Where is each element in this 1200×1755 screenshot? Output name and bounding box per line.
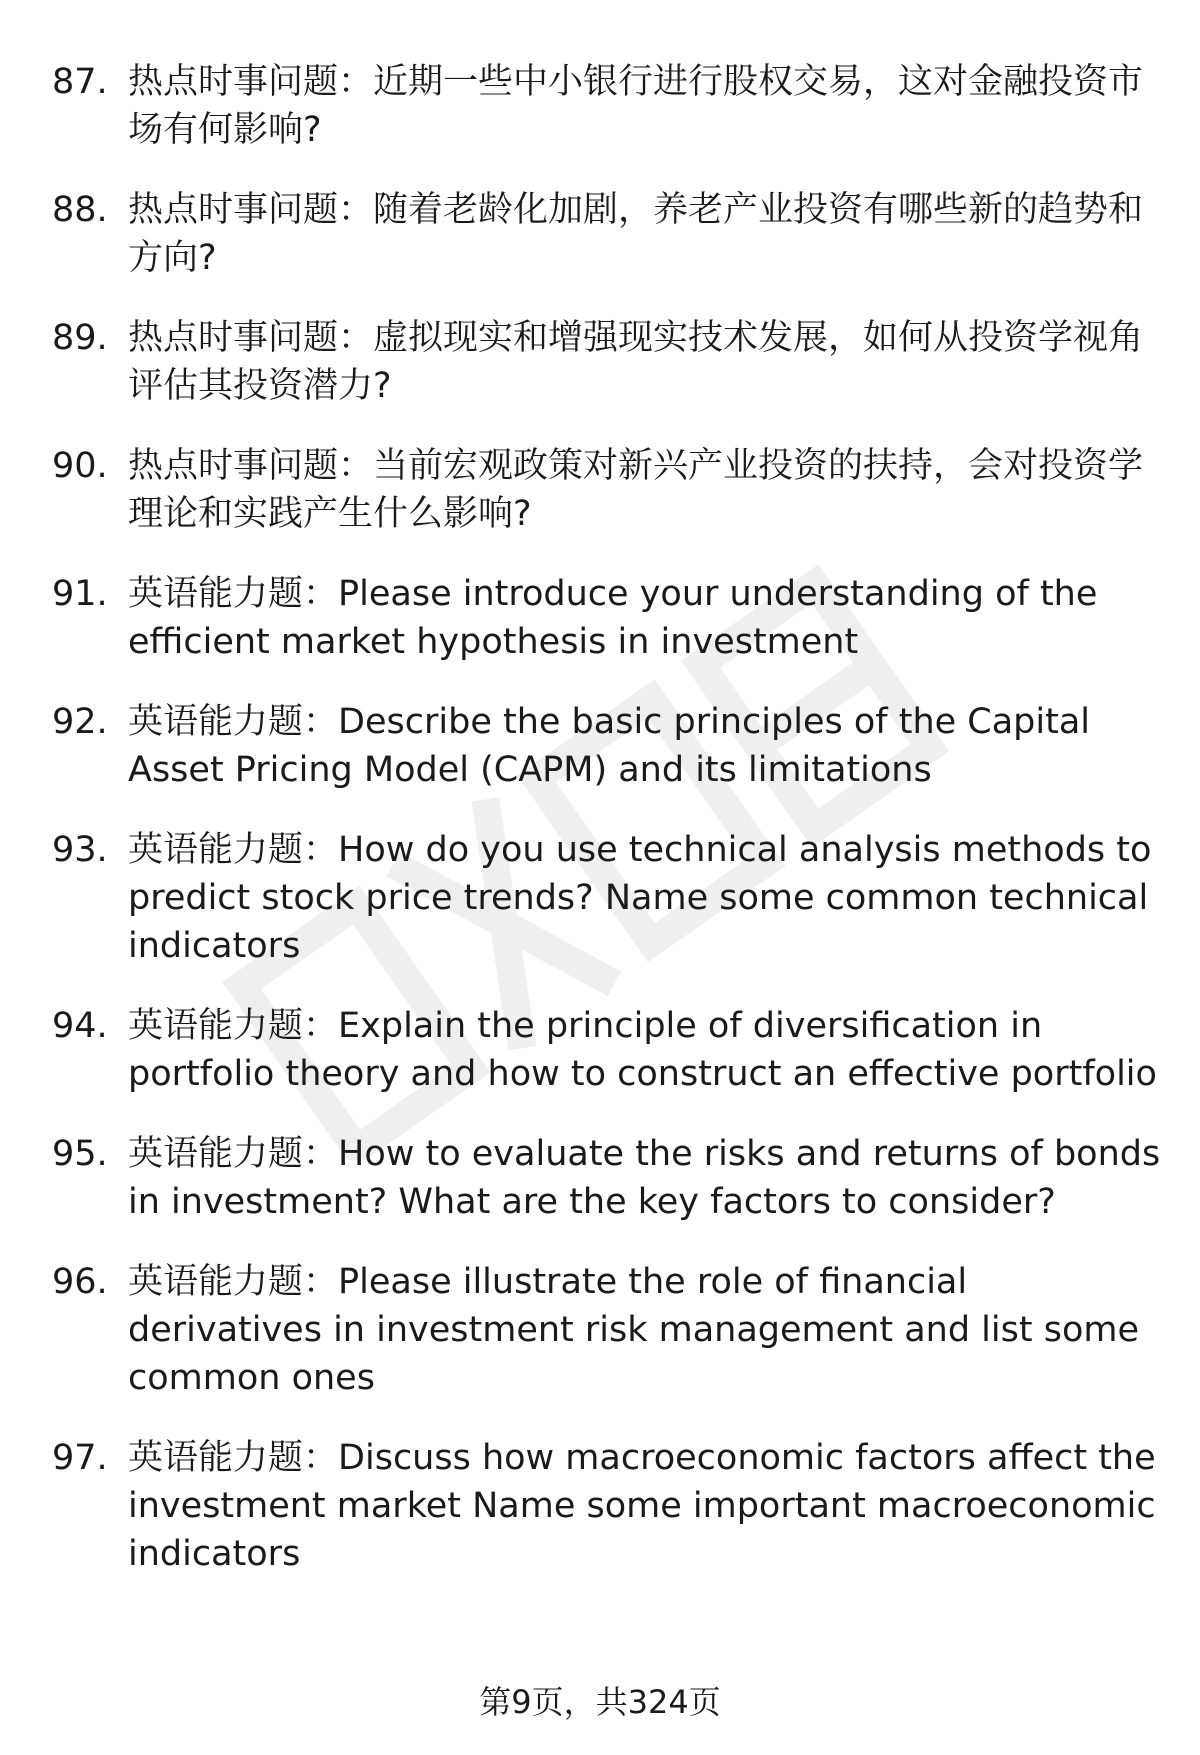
page-footer [0,1680,1200,1724]
question-category: 英语能力题 [128,1438,304,1478]
question-separator: ： [303,574,339,614]
question-number: 93. [52,830,108,870]
question-category: 热点时事问题 [128,446,339,486]
question-number: 87. [52,62,108,102]
question-item [52,1002,1162,1098]
question-category: 英语能力题 [128,1134,304,1174]
question-item [52,442,1162,538]
question-text: 随着老龄化加剧，养老产业投资有哪些新的趋势和方向? [128,190,1144,278]
question-separator: ： [303,1438,339,1478]
question-number: 89. [52,318,108,358]
question-text: 当前宏观政策对新兴产业投资的扶持，会对投资学理论和实践产生什么影响? [128,446,1144,534]
question-number: 96. [52,1262,108,1302]
question-item [52,58,1162,154]
question-body [128,1434,1162,1578]
page-number-label: 第9页，共324页 [479,1683,721,1721]
question-number: 92. [52,702,108,742]
question-text: Please introduce your understanding of the efficient market hypothesis in investment [128,574,1098,662]
question-category: 热点时事问题 [128,318,339,358]
question-separator: ： [303,830,339,870]
question-body [128,1130,1162,1226]
question-category: 英语能力题 [128,702,304,742]
question-item [52,826,1162,970]
question-separator: ： [303,1134,339,1174]
question-text: 虚拟现实和增强现实技术发展，如何从投资学视角评估其投资潜力? [128,318,1144,406]
question-text: Discuss how macroeconomic factors affect the investment market Name some important macroeconomic indicators [128,1438,1156,1574]
question-body [128,186,1162,282]
question-category: 热点时事问题 [128,62,339,102]
question-number: 94. [52,1006,108,1046]
question-category: 英语能力题 [128,830,304,870]
question-body [128,826,1162,970]
question-body [128,698,1162,794]
question-category: 热点时事问题 [128,190,339,230]
question-category: 英语能力题 [128,1262,304,1302]
question-separator: ： [338,318,374,358]
question-text: How to evaluate the risks and returns of bonds in investment? What are the key factors to consider? [128,1134,1161,1222]
question-item [52,314,1162,410]
question-text: Explain the principle of diversification in portfolio theory and how to construct an effective portfolio [128,1006,1157,1094]
question-body [128,314,1162,410]
question-list [52,58,1162,1610]
question-number: 97. [52,1438,108,1478]
question-body [128,58,1162,154]
question-number: 91. [52,574,108,614]
question-item [52,570,1162,666]
question-text: Please illustrate the role of financial derivatives in investment risk management and list some common ones [128,1262,1139,1398]
question-separator: ： [338,446,374,486]
question-body [128,442,1162,538]
question-separator: ： [303,702,339,742]
question-separator: ： [338,190,374,230]
question-body [128,1258,1162,1402]
question-category: 英语能力题 [128,574,304,614]
question-number: 88. [52,190,108,230]
question-separator: ： [303,1006,339,1046]
question-number: 90. [52,446,108,486]
question-text: Describe the basic principles of the Capital Asset Pricing Model (CAPM) and its limitations [128,702,1091,790]
question-separator: ： [303,1262,339,1302]
question-separator: ： [338,62,374,102]
question-text: 近期一些中小银行进行股权交易，这对金融投资市场有何影响? [128,62,1144,150]
question-body [128,570,1162,666]
question-item [52,186,1162,282]
question-category: 英语能力题 [128,1006,304,1046]
question-item [52,1258,1162,1402]
question-text: How do you use technical analysis methods to predict stock price trends? Name some common technical indicators [128,830,1152,966]
question-item [52,698,1162,794]
question-number: 95. [52,1134,108,1174]
question-body [128,1002,1162,1098]
question-item [52,1434,1162,1578]
question-item [52,1130,1162,1226]
